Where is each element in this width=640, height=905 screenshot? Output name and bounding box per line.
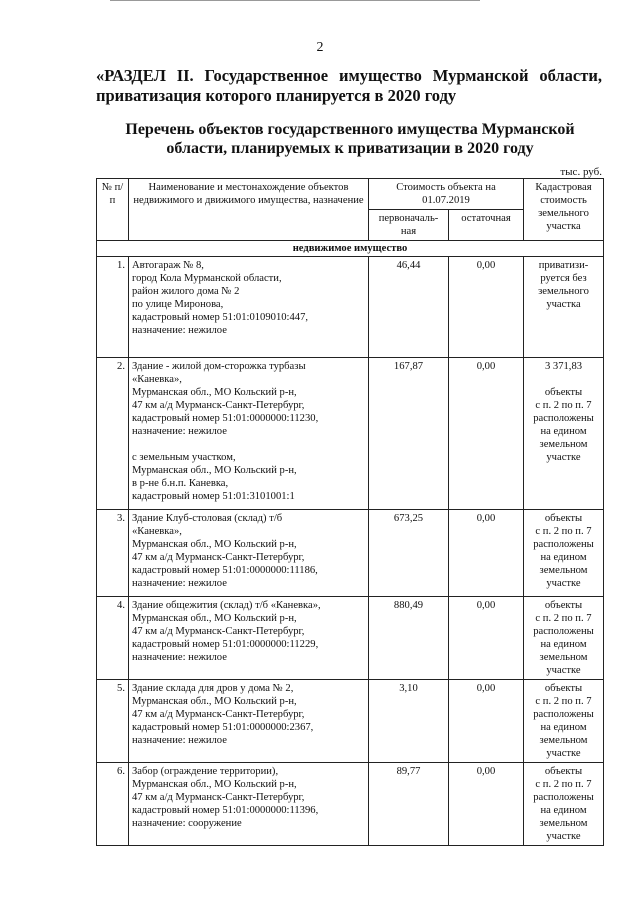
description-line: назначение: нежилое [132, 426, 227, 437]
initial-cost: 167,87 [369, 358, 449, 510]
description-line: 47 км а/д Мурманск-Санкт-Петербург, [132, 400, 305, 411]
group-label: недвижимое имущество [97, 241, 604, 257]
cadastral-note-line: объекты [544, 766, 583, 777]
description-line: кадастровый номер 51:01:0000000:11230, [132, 413, 319, 424]
row-description [129, 358, 369, 510]
table-row [97, 763, 604, 846]
cadastral-note-line: расположены [533, 539, 594, 550]
description-line: кадастровый номер 51:01:0000000:11396, [132, 805, 319, 816]
page-number: 2 [316, 40, 324, 55]
cadastral-cell [524, 358, 604, 510]
cadastral-note-line: объекты [544, 683, 583, 694]
row-number: 1. [97, 257, 129, 358]
cadastral-note-line: участке [546, 665, 581, 676]
cadastral-note-line: земельном [539, 565, 588, 576]
initial-cost: 89,77 [369, 763, 449, 846]
row-number: 3. [97, 510, 129, 597]
land-description-line: в р-не б.н.п. Каневка, [132, 478, 229, 489]
table-row [97, 510, 604, 597]
cadastral-note-line: расположены [533, 413, 594, 424]
cadastral-cell [524, 763, 604, 846]
group-row [97, 241, 604, 257]
residual-cost: 0,00 [449, 597, 524, 680]
description-line: Здание Клуб-столовая (склад) т/б [132, 513, 283, 524]
header-num: № п/п [97, 179, 129, 241]
initial-cost: 880,49 [369, 597, 449, 680]
property-table [96, 178, 604, 846]
cadastral-note-line: с п. 2 по п. 7 [535, 613, 592, 624]
cadastral-cell [524, 257, 604, 358]
cadastral-note-line: объекты [544, 600, 583, 611]
row-number: 2. [97, 358, 129, 510]
row-description [129, 510, 369, 597]
description-line: кадастровый номер 51:01:0109010:447, [132, 312, 309, 323]
header-cadastral: Кадастровая стоимость земельного участка [524, 179, 604, 241]
unit-label: тыс. руб. [560, 166, 602, 178]
list-title: Перечень объектов государственного имущества Мурманской области, планируемых к приватизации в 2020 году [125, 121, 575, 157]
description-line: по улице Миронова, [132, 299, 224, 310]
description-line: Мурманская обл., МО Кольский р-н, [132, 696, 297, 707]
line-gap [132, 438, 365, 451]
initial-cost: 46,44 [369, 257, 449, 358]
cadastral-note-line: на едином [540, 639, 587, 650]
description-line: Автогараж № 8, [132, 260, 204, 271]
header-name: Наименование и местонахождение объектов недвижимого и движимого имущества, назначение [129, 179, 369, 241]
description-line: Мурманская обл., МО Кольский р-н, [132, 539, 297, 550]
line-gap [527, 373, 600, 386]
header-cost: Стоимость объекта на 01.07.2019 [369, 179, 524, 210]
description-line: Мурманская обл., МО Кольский р-н, [132, 779, 297, 790]
description-line: 47 км а/д Мурманск-Санкт-Петербург, [132, 626, 305, 637]
description-line: 47 км а/д Мурманск-Санкт-Петербург, [132, 552, 305, 563]
land-description-line: Мурманская обл., МО Кольский р-н, [132, 465, 297, 476]
description-line: «Каневка», [132, 374, 182, 385]
description-line: кадастровый номер 51:01:0000000:2367, [132, 722, 314, 733]
cadastral-note-line: на едином [540, 805, 587, 816]
cadastral-note-line: участке [546, 748, 581, 759]
description-line: 47 км а/д Мурманск-Санкт-Петербург, [132, 709, 305, 720]
land-description-line: с земельным участком, [132, 452, 236, 463]
residual-cost: 0,00 [449, 358, 524, 510]
residual-cost: 0,00 [449, 257, 524, 358]
cadastral-note-line: участке [546, 578, 581, 589]
description-line: Здание - жилой дом-сторожка турбазы [132, 361, 306, 372]
residual-cost: 0,00 [449, 763, 524, 846]
land-description-line: кадастровый номер 51:01:3101001:1 [132, 491, 295, 502]
description-line: Забор (ограждение территории), [132, 766, 279, 777]
description-line: назначение: нежилое [132, 325, 227, 336]
description-line: район жилого дома № 2 [132, 286, 240, 297]
residual-cost: 0,00 [449, 680, 524, 763]
row-description [129, 763, 369, 846]
section-title: «РАЗДЕЛ II. Государственное имущество Мурманской области, приватизация которого планируется в 2020 году [96, 66, 602, 105]
initial-cost: 3,10 [369, 680, 449, 763]
description-line: назначение: нежилое [132, 735, 227, 746]
cadastral-note-line: участка [546, 299, 581, 310]
cadastral-note-line: с п. 2 по п. 7 [535, 696, 592, 707]
cadastral-cell [524, 597, 604, 680]
description-line: «Каневка», [132, 526, 182, 537]
header-residual: остаточная [449, 210, 524, 241]
row-number: 5. [97, 680, 129, 763]
cadastral-cell [524, 510, 604, 597]
cadastral-note-line: руется без [540, 273, 587, 284]
cadastral-note-line: объекты [544, 513, 583, 524]
cadastral-cell [524, 680, 604, 763]
description-line: Здание склада для дров у дома № 2, [132, 683, 294, 694]
row-number: 6. [97, 763, 129, 846]
cadastral-note-line: участке [546, 452, 581, 463]
cadastral-note-line: расположены [533, 792, 594, 803]
cadastral-note-line: земельного [538, 286, 589, 297]
table-row [97, 680, 604, 763]
cadastral-note-line: земельном [539, 818, 588, 829]
description-line: Мурманская обл., МО Кольский р-н, [132, 387, 297, 398]
cadastral-note-line: на едином [540, 426, 587, 437]
cadastral-note-line: приватизи- [538, 260, 589, 271]
cadastral-note-line: с п. 2 по п. 7 [535, 400, 592, 411]
description-line: кадастровый номер 51:01:0000000:11229, [132, 639, 319, 650]
cadastral-note-line: земельном [539, 735, 588, 746]
top-rule [110, 0, 480, 3]
row-description [129, 597, 369, 680]
table-row [97, 358, 604, 510]
table-header-row [97, 179, 604, 210]
row-description [129, 680, 369, 763]
cadastral-value: 3 371,83 [544, 361, 583, 372]
description-line: кадастровый номер 51:01:0000000:11186, [132, 565, 318, 576]
description-line: Здание общежития (склад) т/б «Каневка», [132, 600, 321, 611]
cadastral-note-line: на едином [540, 722, 587, 733]
cadastral-note-line: земельном [539, 652, 588, 663]
header-initial: первоначаль-ная [369, 210, 449, 241]
cadastral-note-line: расположены [533, 626, 594, 637]
cadastral-note-line: участке [546, 831, 581, 842]
cadastral-note-line: на едином [540, 552, 587, 563]
cadastral-note-line: объекты [544, 387, 583, 398]
cadastral-note-line: земельном [539, 439, 588, 450]
cadastral-note-line: расположены [533, 709, 594, 720]
description-line: назначение: сооружение [132, 818, 242, 829]
row-description [129, 257, 369, 358]
table-row [97, 597, 604, 680]
description-line: назначение: нежилое [132, 578, 227, 589]
residual-cost: 0,00 [449, 510, 524, 597]
description-line: город Кола Мурманской области, [132, 273, 282, 284]
row-number: 4. [97, 597, 129, 680]
description-line: Мурманская обл., МО Кольский р-н, [132, 613, 297, 624]
cadastral-note-line: с п. 2 по п. 7 [535, 526, 592, 537]
initial-cost: 673,25 [369, 510, 449, 597]
description-line: назначение: нежилое [132, 652, 227, 663]
table-row [97, 257, 604, 358]
cadastral-note-line: с п. 2 по п. 7 [535, 779, 592, 790]
description-line: 47 км а/д Мурманск-Санкт-Петербург, [132, 792, 305, 803]
